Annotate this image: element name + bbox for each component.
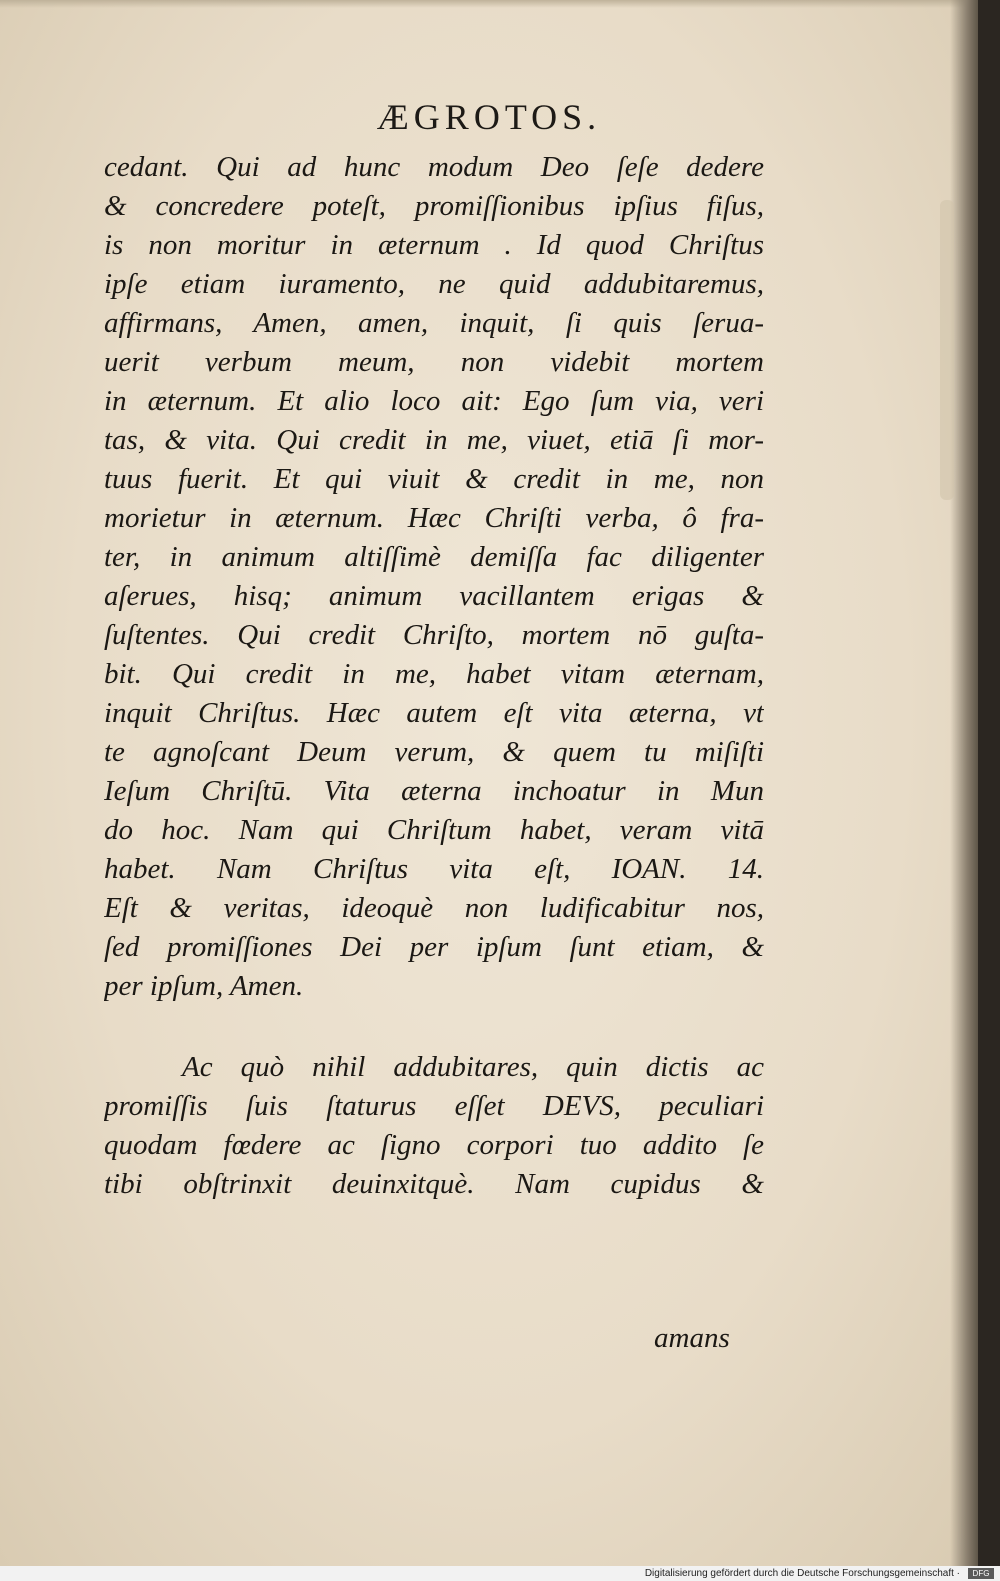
text-line: ipſe etiam iuramento, ne quid addubitaremus, — [104, 268, 764, 300]
text-line: tuus fuerit. Et qui viuit & credit in me, non — [104, 463, 764, 495]
text-line: promiſſis ſuis ſtaturus eſſet DEVS, peculiari — [104, 1090, 764, 1122]
text-line: aſerues, hisq; animum vacillantem erigas & — [104, 580, 764, 612]
paragraph-2 — [104, 1048, 764, 1204]
text-line: uerit verbum meum, non videbit mortem — [104, 346, 764, 378]
text-line: inquit Chriſtus. Hæc autem eſt vita æterna, vt — [104, 697, 764, 729]
body-text — [104, 148, 764, 1204]
page-right-edge-shadow — [950, 0, 978, 1566]
text-line: do hoc. Nam qui Chriſtum habet, veram vitā — [104, 814, 764, 846]
catchword: amans — [654, 1322, 730, 1354]
page-tab-strip — [940, 200, 954, 500]
digitization-credit-bar — [0, 1566, 1000, 1581]
text-line: affirmans, Amen, amen, inquit, ſi quis ſerua- — [104, 307, 764, 339]
text-line: per ipſum, Amen. — [104, 970, 304, 1002]
text-line: Ieſum Chriſtū. Vita æterna inchoatur in Mun — [104, 775, 764, 807]
text-line: bit. Qui credit in me, habet vitam æternam, — [104, 658, 764, 690]
digitization-credit: Digitalisierung gefördert durch die Deutsche Forschungsgemeinschaft · — [644, 1568, 960, 1579]
text-line: is non moritur in æternum . Id quod Chriſtus — [104, 229, 764, 261]
page-top-edge — [0, 0, 978, 8]
text-line: ſuſtentes. Qui credit Chriſto, mortem nō guſta- — [104, 619, 764, 651]
text-line: tas, & vita. Qui credit in me, viuet, etiā ſi mor- — [104, 424, 764, 456]
text-line: ſed promiſſiones Dei per ipſum ſunt etiam, & — [104, 931, 764, 963]
text-line: cedant. Qui ad hunc modum Deo ſeſe dedere — [104, 151, 764, 183]
text-line: Eſt & veritas, ideoquè non ludificabitur nos, — [104, 892, 764, 924]
paragraph-1 — [104, 148, 764, 1006]
text-line: tibi obſtrinxit deuinxitquè. Nam cupidus & — [104, 1168, 764, 1200]
dfg-logo: DFG — [968, 1568, 994, 1579]
text-line: morietur in æternum. Hæc Chriſti verba, ô fra- — [104, 502, 764, 534]
text-line: habet. Nam Chriſtus vita eſt, IOAN. 14. — [104, 853, 764, 885]
text-line: ter, in animum altiſſimè demiſſa fac diligenter — [104, 541, 764, 573]
text-line: in æternum. Et alio loco ait: Ego ſum via, veri — [104, 385, 764, 417]
text-line: Ac quò nihil addubitares, quin dictis ac — [182, 1051, 764, 1083]
text-line: te agnoſcant Deum verum, & quem tu miſiſti — [104, 736, 764, 768]
text-line: & concredere poteſt, promiſſionibus ipſius fiſus, — [104, 190, 764, 222]
running-head: ÆGROTOS. — [376, 97, 602, 137]
text-line: quodam fœdere ac ſigno corpori tuo addito ſe — [104, 1129, 764, 1161]
